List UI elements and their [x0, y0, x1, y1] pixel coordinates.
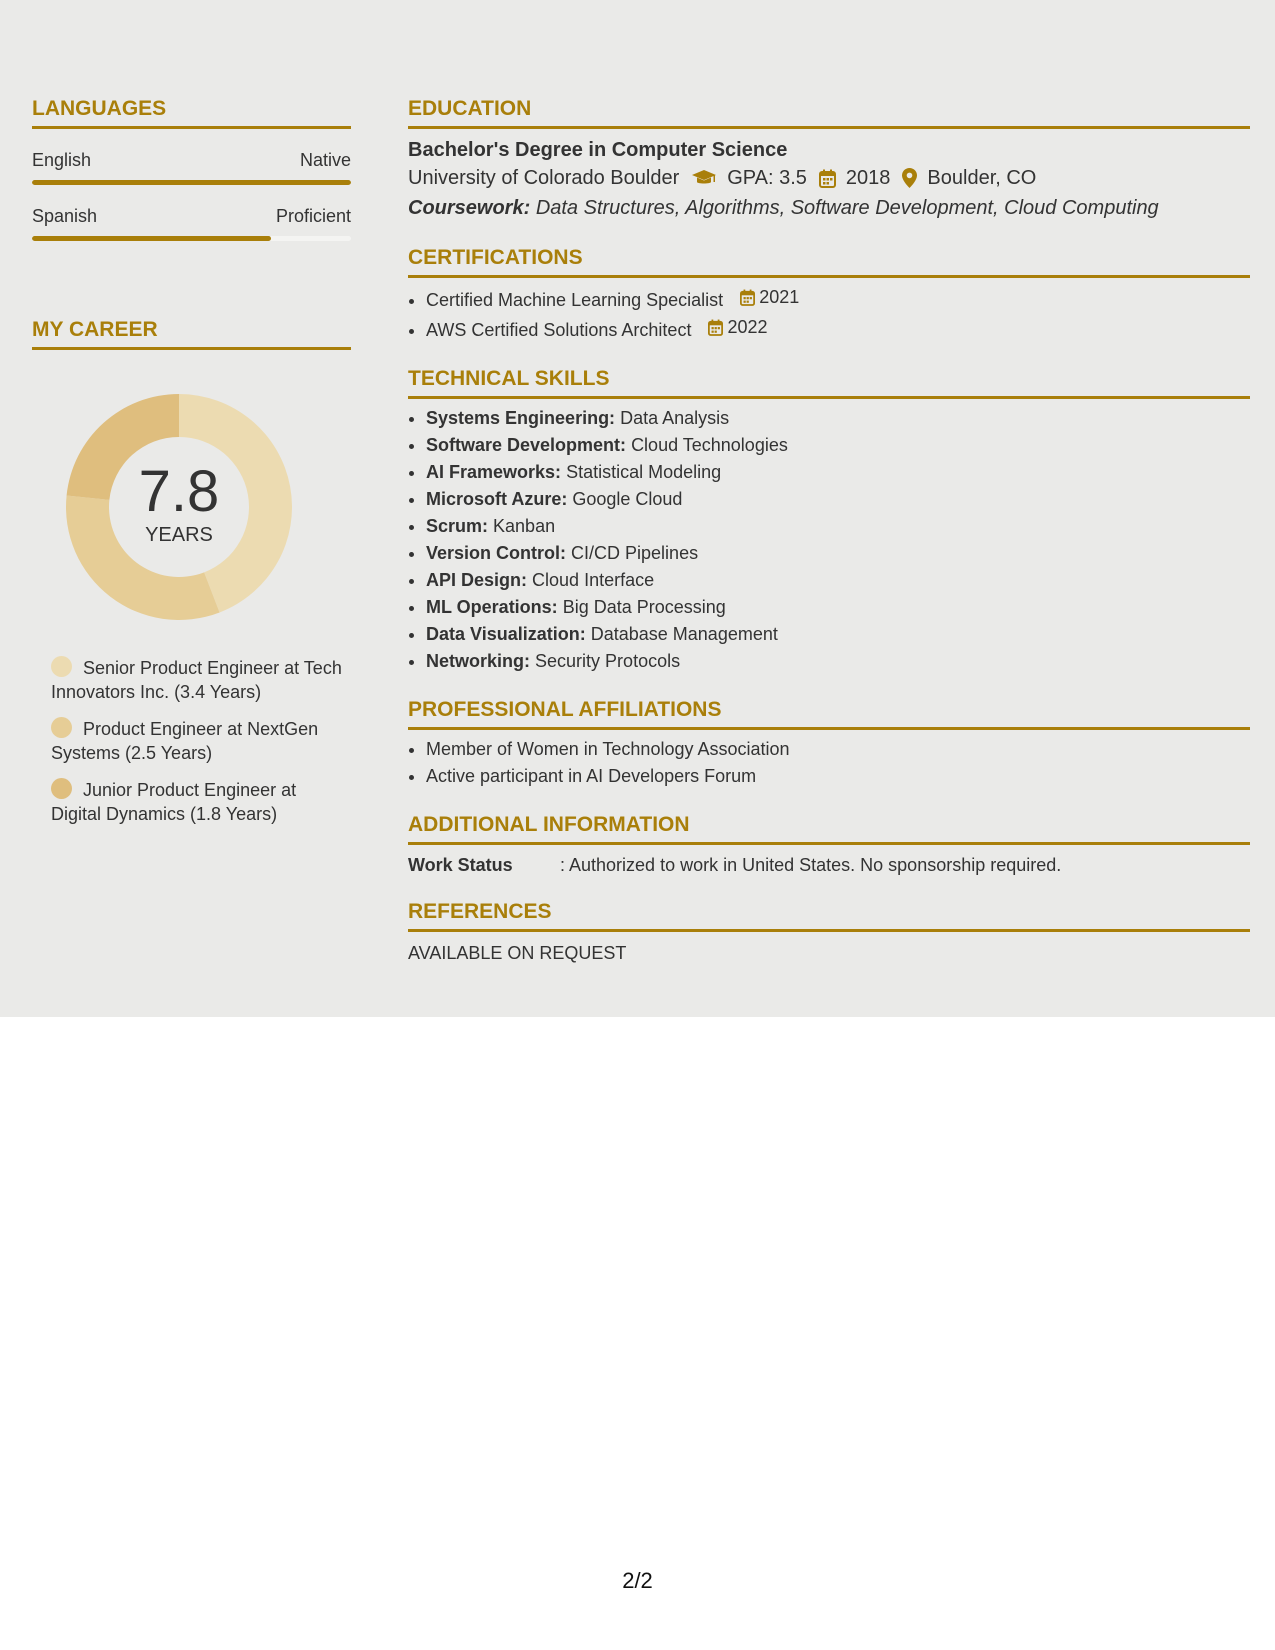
- education-section: [408, 94, 1250, 223]
- school-location: Boulder, CO: [927, 167, 1037, 189]
- language-name: Spanish: [32, 206, 98, 226]
- certifications-section: [408, 243, 1250, 344]
- coursework-list: Data Structures, Algorithms, Software Development, Cloud Computing: [535, 197, 1159, 219]
- calendar-icon: [819, 169, 836, 188]
- skill-item: • Software Development: Cloud Technologies: [426, 432, 1250, 459]
- work-status-value: : Authorized to work in United States. No sponsorship required.: [560, 855, 1062, 875]
- language-proficiency-bar: [32, 180, 351, 185]
- technical-skills-section: [408, 364, 1250, 675]
- legend-dot: [51, 778, 72, 799]
- left-column: [32, 94, 351, 839]
- skill-item: • Systems Engineering: Data Analysis: [426, 405, 1250, 432]
- additional-info-section: [408, 810, 1250, 877]
- language-level: Native: [299, 150, 351, 170]
- affiliations-section: [408, 695, 1250, 790]
- career-total-years: 7.8: [138, 458, 220, 524]
- affiliations-list: [408, 736, 1250, 790]
- languages-heading: LANGUAGES: [32, 94, 351, 129]
- calendar-icon: [740, 289, 755, 306]
- legend-dot: [51, 717, 72, 738]
- education-details: [408, 163, 1250, 193]
- coursework-label: Coursework:: [408, 197, 531, 219]
- gpa: GPA: 3.5: [727, 167, 807, 189]
- coursework: [408, 193, 1250, 223]
- skill-item: • Data Visualization: Database Management: [426, 621, 1250, 648]
- skills-list: [408, 405, 1250, 675]
- affiliation-item: • Active participant in AI Developers Forum: [426, 763, 1250, 790]
- language-proficiency-fill: [32, 180, 351, 185]
- legend-dot: [51, 656, 72, 677]
- career-legend-item: Product Engineer at NextGen Systems (2.5 Years): [51, 719, 319, 763]
- affiliation-item: • Member of Women in Technology Association: [426, 736, 1250, 763]
- certification-year: 2022: [727, 317, 768, 337]
- degree-title: Bachelor's Degree in Computer Science: [408, 139, 788, 161]
- right-column: [408, 94, 1250, 965]
- calendar-icon: [708, 319, 723, 336]
- school-name: University of Colorado Boulder: [408, 167, 680, 189]
- career-legend-item: Junior Product Engineer at Digital Dynamics (1.8 Years): [51, 780, 297, 824]
- language-item-english: [32, 149, 351, 185]
- skill-item: • Version Control: CI/CD Pipelines: [426, 540, 1250, 567]
- location-pin-icon: [902, 168, 917, 188]
- career-total-unit: YEARS: [145, 523, 213, 546]
- language-level: Proficient: [275, 206, 351, 226]
- skill-item: • AI Frameworks: Statistical Modeling: [426, 459, 1250, 486]
- references-text: AVAILABLE ON REQUEST: [408, 943, 627, 963]
- career-legend: [51, 656, 351, 826]
- language-proficiency-fill: [32, 236, 271, 241]
- certifications-heading: CERTIFICATIONS: [408, 243, 1250, 278]
- skill-item: • Networking: Security Protocols: [426, 648, 1250, 675]
- certification-year: 2021: [759, 287, 800, 307]
- skill-item: • Scrum: Kanban: [426, 513, 1250, 540]
- work-status-row: [408, 853, 1250, 877]
- graduation-cap-icon: [691, 169, 717, 187]
- education-heading: EDUCATION: [408, 94, 1250, 129]
- technical-skills-heading: TECHNICAL SKILLS: [408, 364, 1250, 399]
- additional-info-heading: ADDITIONAL INFORMATION: [408, 810, 1250, 845]
- skill-item: • API Design: Cloud Interface: [426, 567, 1250, 594]
- career-legend-item: Senior Product Engineer at Tech Innovators Inc. (3.4 Years): [51, 658, 342, 702]
- career-donut-chart: [66, 394, 292, 620]
- references-heading: REFERENCES: [408, 897, 1250, 932]
- work-status-label: Work Status: [408, 855, 513, 875]
- certifications-list: [408, 284, 1250, 344]
- skill-item: • ML Operations: Big Data Processing: [426, 594, 1250, 621]
- page-number: 2/2: [622, 1568, 653, 1593]
- skill-item: • Microsoft Azure: Google Cloud: [426, 486, 1250, 513]
- references-section: [408, 897, 1250, 965]
- affiliations-heading: PROFESSIONAL AFFILIATIONS: [408, 695, 1250, 730]
- graduation-year: 2018: [845, 167, 891, 189]
- language-proficiency-bar: [32, 236, 351, 241]
- certification-item: • Certified Machine Learning Specialist 2021: [426, 284, 1250, 314]
- certification-item: • AWS Certified Solutions Architect 2022: [426, 314, 1250, 344]
- language-name: English: [32, 150, 92, 170]
- language-item-spanish: [32, 205, 351, 241]
- career-heading: MY CAREER: [32, 315, 351, 350]
